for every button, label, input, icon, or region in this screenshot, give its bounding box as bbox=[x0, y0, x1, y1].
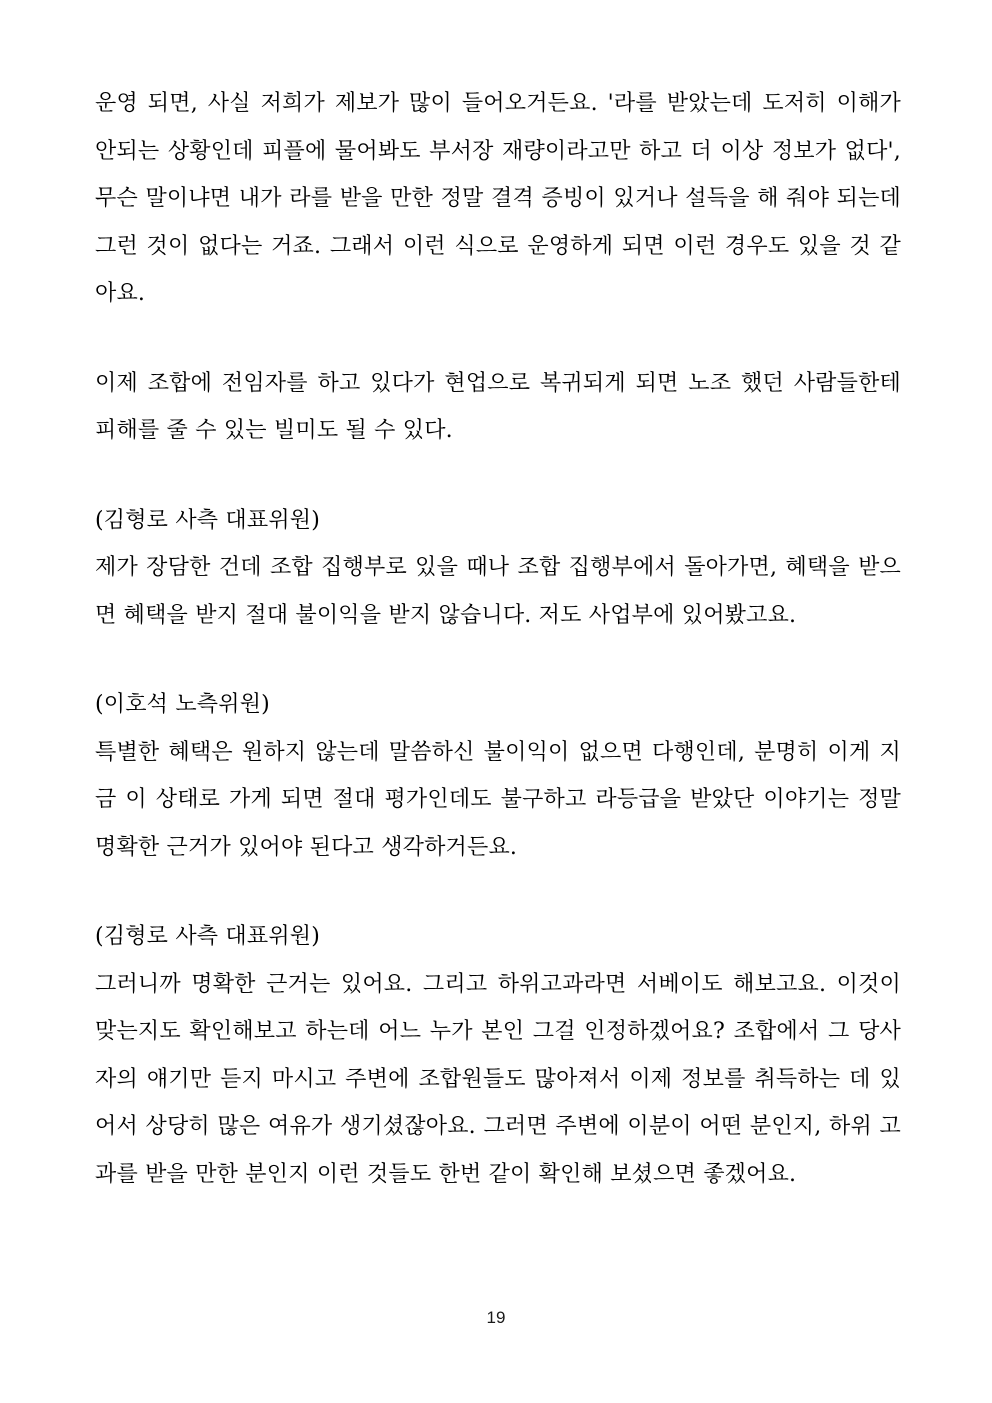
speech-block bbox=[95, 913, 901, 1198]
speaker-label: (김형로 사측 대표위원) bbox=[95, 507, 321, 533]
paragraph: 이제 조합에 전임자를 하고 있다가 현업으로 복귀되게 되면 노조 했던 사람들한테 피해를 줄 수 있는 빌미도 될 수 있다. bbox=[95, 370, 901, 443]
paragraph: 운영 되면, 사실 저희가 제보가 많이 들어오거든요. '라를 받았는데 도저히 이해가 안되는 상황인데 피플에 물어봐도 부서장 재량이라고만 하고 더 이상 정보가 없다', 무슨 말이냐면 내가 라를 받을 만한 정말 결격 증빙이 있거나 설득을 해 줘야 되는데 그런 것이 없다는 거죠. 그래서 이런 식으로 운영하게 되면 이런 경우도 있을 것 같아요. bbox=[95, 91, 901, 306]
speech-block bbox=[95, 681, 901, 871]
speech-text: 그러니까 명확한 근거는 있어요. 그리고 하위고과라면 서베이도 해보고요. 이것이 맞는지도 확인해보고 하는데 어느 누가 본인 그걸 인정하겠어요? 조합에서 그 당사자의 얘기만 듣지 마시고 주변에 조합원들도 많아져서 이제 정보를 취득하는 데 있어서 상당히 많은 여유가 생기셨잖아요. 그러면 주변에 이분이 어떤 분인지, 하위 고과를 받을 만한 분인지 이런 것들도 한번 같이 확인해 보셨으면 좋겠어요. bbox=[95, 971, 901, 1187]
speech-text: 특별한 혜택은 원하지 않는데 말씀하신 불이익이 없으면 다행인데, 분명히 이게 지금 이 상태로 가게 되면 절대 평가인데도 불구하고 라등급을 받았단 이야기는 정말 명확한 근거가 있어야 된다고 생각하거든요. bbox=[95, 739, 901, 860]
page-number: 19 bbox=[486, 1308, 506, 1327]
document-body bbox=[95, 80, 901, 1240]
speech-block bbox=[95, 497, 901, 640]
speaker-label: (이호석 노측위원) bbox=[95, 692, 270, 717]
speech-text: 제가 장담한 건데 조합 집행부로 있을 때나 조합 집행부에서 돌아가면, 혜택을 받으면 혜택을 받지 절대 불이익을 받지 않습니다. 저도 사업부에 있어봤고요. bbox=[95, 555, 901, 628]
speaker-label: (김형로 사측 대표위원) bbox=[95, 924, 321, 949]
